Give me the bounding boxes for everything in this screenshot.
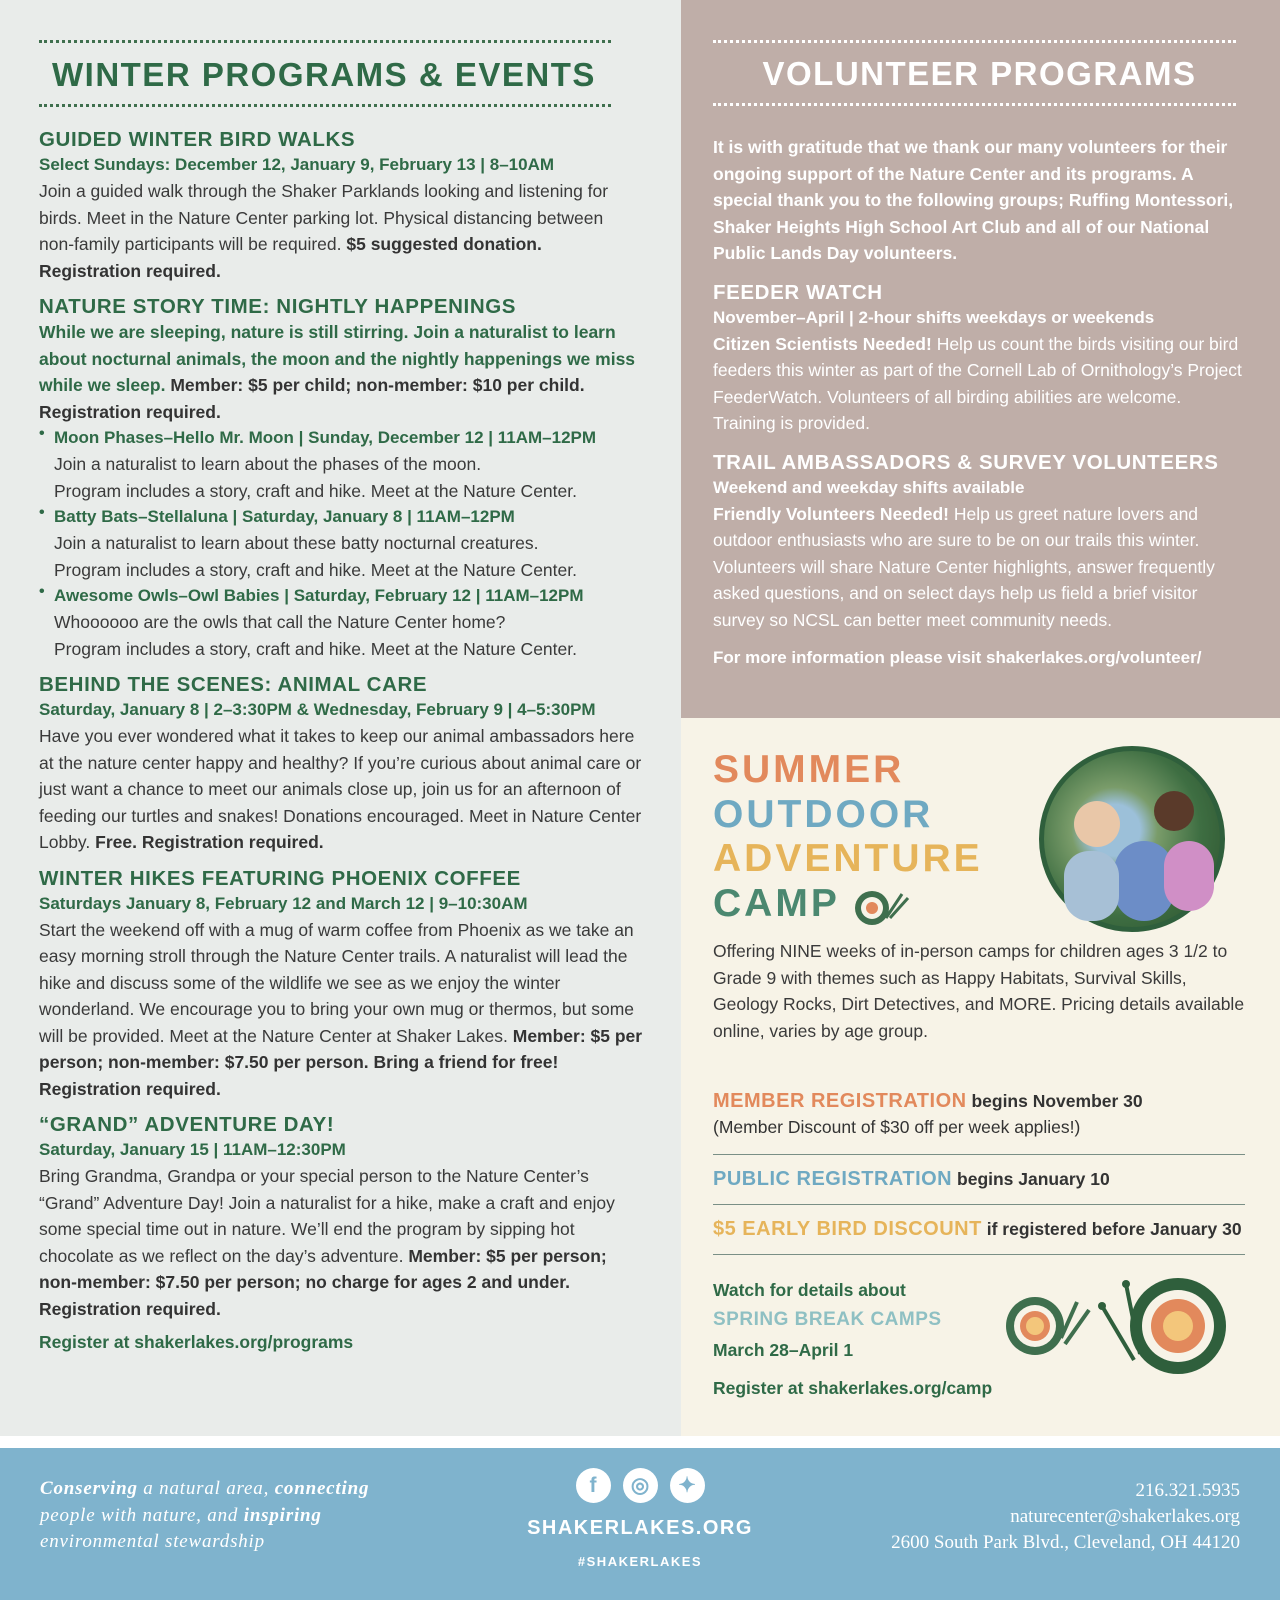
event-description: While we are sleeping, nature is still stirring. Join a naturalist to learn about nocturnal animals, the moon and the nightly happenings we miss while we sleep. Member: $5 per child; non-member: $10 per child. Registration required. bbox=[39, 322, 636, 422]
winter-programs-section bbox=[0, 0, 681, 1436]
trail-ambassadors bbox=[713, 450, 1246, 634]
event-when: Saturday, January 15 | 11AM–12:30PM bbox=[39, 1140, 346, 1159]
program-description: Citizen Scientists Needed! Help us count the birds visiting our bird feeders this winter as part of the Cornell Lab of Ornithology’s Project FeederWatch. Volunteers of all birding abilities are welcome. Training is provided. bbox=[713, 333, 1242, 433]
dotted-divider bbox=[39, 104, 611, 107]
dotted-divider bbox=[713, 40, 1236, 43]
hashtag: #SHAKERLAKES bbox=[577, 1554, 703, 1569]
grand-adventure-event bbox=[39, 1112, 643, 1322]
dotted-divider bbox=[39, 40, 611, 43]
early-bird-discount: $5 EARLY BIRD DISCOUNT if registered before January 30 bbox=[713, 1218, 1242, 1240]
feeder-watch bbox=[713, 280, 1246, 437]
spring-break-info: Watch for details about SPRING BREAK CAMPS March 28–April 1 bbox=[713, 1280, 942, 1360]
footer-brand bbox=[490, 1468, 790, 1569]
section-title: WINTER PROGRAMS & EVENTS bbox=[52, 56, 596, 93]
camp-offer-text: Offering NINE weeks of in-person camps for children ages 3 1/2 to Grade 9 with themes such as Happy Habitats, Survival Skills, Geology Rocks, Dirt Detectives, and MORE. Pricing details available online, varies by age group. bbox=[713, 941, 1245, 1041]
event-heading: GUIDED WINTER BIRD WALKS bbox=[39, 128, 356, 151]
large-snail-icon bbox=[1096, 1266, 1236, 1376]
camp-photo bbox=[1039, 746, 1225, 932]
snail-icon bbox=[850, 882, 914, 928]
event-description: Start the weekend off with a mug of warm coffee from Phoenix as we take an easy morning stroll through the Nature Center trails. A naturalist will lead the hike and discuss some of the wildlife we see as we enjoy the winter wonderland. We encourage you to bring your own mug or thermos, but some will be provided. Meet at the Nature Center at Shaker Lakes. Member: $5 per person; non-member: $7.50 per person. Bring a friend for free! Registration required. bbox=[39, 919, 643, 1099]
dotted-divider bbox=[713, 103, 1236, 106]
list-item: • Moon Phases–Hello Mr. Moon | Sunday, December 12 | 11AM–12PM Join a naturalist to learn about the phases of the moon. Program includes a story, craft and hike. Meet at the Nature Center. bbox=[39, 425, 643, 504]
event-heading: BEHIND THE SCENES: ANIMAL CARE bbox=[39, 673, 428, 696]
event-when: Select Sundays: December 12, January 9, February 13 | 8–10AM bbox=[39, 155, 555, 174]
volunteer-programs-section bbox=[681, 0, 1280, 718]
divider bbox=[713, 1204, 1245, 1205]
list-item-title: Moon Phases–Hello Mr. Moon | Sunday, December 12 | 11AM–12PM bbox=[54, 428, 597, 447]
event-heading: WINTER HIKES FEATURING PHOENIX COFFEE bbox=[39, 866, 521, 890]
event-description: Join a guided walk through the Shaker Parklands looking and listening for birds. Meet in the Nature Center parking lot. Physical distancing between non-family participants will be required. $5 suggested donation. Registration required. bbox=[39, 181, 609, 281]
program-description: Friendly Volunteers Needed! Help us greet nature lovers and outdoor enthusiasts who are sure to be on our trails this winter. Volunteers will share Nature Center highlights, answer frequently asked questions, and on select days help us field a brief visitor survey so NCSL can better meet community needs. bbox=[713, 503, 1215, 630]
member-registration: MEMBER REGISTRATION begins November 30 (Member Discount of $30 off per week applies!) bbox=[713, 1090, 1143, 1137]
winter-hikes-event bbox=[39, 866, 643, 1103]
divider bbox=[713, 1254, 1245, 1255]
event-when: Saturdays January 8, February 12 and March 12 | 9–10:30AM bbox=[39, 893, 528, 913]
instagram-icon[interactable]: ◎ bbox=[623, 1468, 658, 1503]
section-title: VOLUNTEER PROGRAMS bbox=[762, 55, 1197, 92]
address: 2600 South Park Blvd., Cleveland, OH 44120 bbox=[891, 1532, 1240, 1553]
phone-number[interactable]: 216.321.5935 bbox=[1135, 1480, 1240, 1501]
animal-care-event bbox=[39, 672, 643, 856]
event-heading: “GRAND” ADVENTURE DAY! bbox=[39, 1113, 335, 1136]
story-time-event bbox=[39, 294, 643, 662]
divider bbox=[713, 1154, 1245, 1155]
mission-statement: Conserving a natural area, connecting people with nature, and inspiring environmental stewardship bbox=[40, 1478, 370, 1552]
programs-register-link[interactable]: Register at shakerlakes.org/programs bbox=[39, 1332, 354, 1352]
list-item-title: Batty Bats–Stellaluna | Saturday, January 8 | 11AM–12PM bbox=[54, 507, 515, 526]
program-heading: TRAIL AMBASSADORS & SURVEY VOLUNTEERS bbox=[713, 450, 1219, 474]
facebook-icon[interactable]: f bbox=[576, 1468, 611, 1503]
bird-walks-event bbox=[39, 127, 643, 284]
event-description: Have you ever wondered what it takes to keep our animal ambassadors here at the nature center happy and healthy? If you’re curious about animal care or just want a chance to meet our animals close up, join us for an afternoon of feeding our turtles and snakes! Donations encouraged. Meet in Nature Center Lobby. Free. Registration required. bbox=[39, 726, 642, 852]
event-description: Bring Grandma, Grandpa or your special person to the Nature Center’s “Grand” Adventure Day! Join a naturalist for a hike, make a craft and enjoy some special time out in nature. We’ll end the program by sipping hot chocolate as we reflect on the day’s adventure. Member: $5 per person; non-member: $7.50 per person; no charge for ages 2 and under. Registration required. bbox=[39, 1166, 615, 1319]
email-link[interactable]: naturecenter@shakerlakes.org bbox=[1010, 1506, 1240, 1527]
list-item: • Awesome Owls–Owl Babies | Saturday, February 12 | 11AM–12PM Whoooooo are the owls that call the Nature Center home? Program includes a story, craft and hike. Meet at the Nature Center. bbox=[39, 583, 643, 662]
program-heading: FEEDER WATCH bbox=[713, 280, 883, 304]
public-registration: PUBLIC REGISTRATION begins January 10 bbox=[713, 1168, 1110, 1190]
list-item-title: Awesome Owls–Owl Babies | Saturday, February 12 | 11AM–12PM bbox=[54, 586, 584, 605]
program-when: Weekend and weekday shifts available bbox=[713, 477, 1025, 497]
event-when: Saturday, January 8 | 2–3:30PM & Wednesday, February 9 | 4–5:30PM bbox=[39, 700, 596, 719]
event-heading: NATURE STORY TIME: NIGHTLY HAPPENINGS bbox=[39, 295, 517, 318]
footer bbox=[0, 1448, 1280, 1600]
volunteer-intro: It is with gratitude that we thank our many volunteers for their ongoing support of the Nature Center and its programs. A special thank you to the following groups; Ruffing Montessori, Shaker Heights High School Art Club and all of our National Public Lands Day volunteers. bbox=[713, 137, 1234, 263]
volunteer-more-info-link[interactable]: For more information please visit shakerlakes.org/volunteer/ bbox=[713, 648, 1202, 667]
twitter-icon[interactable]: ✦ bbox=[670, 1468, 705, 1503]
list-item: • Batty Bats–Stellaluna | Saturday, January 8 | 11AM–12PM Join a naturalist to learn about these batty nocturnal creatures. Program includes a story, craft and hike. Meet at the Nature Center. bbox=[39, 504, 643, 583]
camp-register-link[interactable]: Register at shakerlakes.org/camp bbox=[713, 1378, 993, 1398]
website-link[interactable]: SHAKERLAKES.ORG bbox=[527, 1517, 753, 1539]
contact-info bbox=[891, 1478, 1240, 1556]
summer-camp-section bbox=[681, 718, 1280, 1436]
small-snail-icon bbox=[1003, 1288, 1093, 1358]
camp-title: SUMMER OUTDOOR ADVENTURE CAMP bbox=[713, 748, 983, 928]
program-when: November–April | 2-hour shifts weekdays or weekends bbox=[713, 307, 1155, 327]
